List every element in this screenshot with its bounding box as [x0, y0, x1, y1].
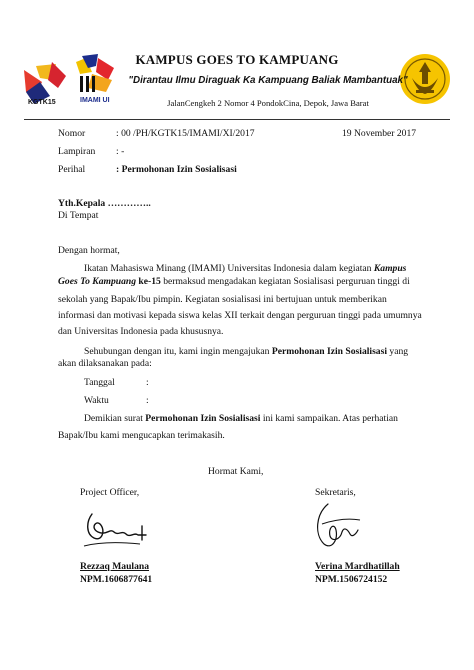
project-officer-signature	[80, 508, 156, 550]
imami-logo-text: IMAMI UI	[80, 97, 110, 104]
paragraph-1-line-2: Goes To Kampuang ke-15 bermaksud mengadakan kegiatan Sosialisasi perguruan tinggi di	[58, 276, 410, 287]
secretary-role: Sekretaris,	[315, 487, 356, 498]
paragraph-1-line-1: Ikatan Mahasiswa Minang (IMAMI) Universitas Indonesia dalam kegiatan Kampus	[84, 263, 407, 274]
letterhead-address: JalanCengkeh 2 Nomor 4 PondokCina, Depok, Jawa Barat	[167, 98, 369, 108]
lampiran-value: : -	[116, 146, 125, 157]
recipient-place: Di Tempat	[58, 210, 99, 221]
perihal-label: Perihal	[58, 164, 86, 175]
letterhead-title: KAMPUS GOES TO KAMPUANG	[135, 52, 339, 67]
letterhead-motto: "Dirantau Ilmu Diraguak Ka Kampuang Baliak Mambantuak"	[128, 75, 408, 86]
tanggal-label: Tanggal	[84, 377, 115, 388]
paragraph-1-line-3: sekolah yang Bapak/Ibu pimpin. Kegiatan sosialisasi ini bertujuan untuk memberikan	[58, 294, 387, 305]
letter-date: 19 November 2017	[342, 128, 417, 139]
nomor-label: Nomor	[58, 128, 86, 139]
waktu-label: Waktu	[84, 395, 109, 406]
secretary-signature	[308, 500, 368, 552]
paragraph-2-line-1: Sehubungan dengan itu, kami ingin mengajukan Permohonan Izin Sosialisasi yang	[84, 346, 409, 357]
nomor-value: : 00 /PH/KGTK15/IMAMI/XI/2017	[116, 128, 255, 139]
paragraph-1-line-5: dan Universitas Indonesia pada khususnya.	[58, 326, 224, 337]
lampiran-label: Lampiran	[58, 146, 96, 157]
secretary-name: Verina Mardhatillah	[315, 561, 400, 572]
secretary-npm: NPM.1506724152	[315, 574, 388, 585]
recipient-line: Yth.Kepala …………..	[58, 198, 151, 209]
project-officer-npm: NPM.1606877641	[80, 574, 153, 585]
closing-greeting: Hormat Kami,	[208, 466, 264, 477]
salutation: Dengan hormat,	[58, 245, 120, 256]
project-officer-name: Rezzaq Maulana	[80, 561, 150, 572]
project-officer-role: Project Officer,	[80, 487, 140, 498]
waktu-separator: :	[146, 395, 149, 406]
paragraph-3-line-2: Bapak/Ibu kami mengucapkan terimakasih.	[58, 430, 225, 441]
paragraph-3-line-1: Demikian surat Permohonan Izin Sosialisasi ini kami sampaikan. Atas perhatian	[84, 413, 398, 424]
kgtk-logo-text: KGTK15	[28, 99, 56, 106]
paragraph-1-line-4: informasi dan motivasi kepada siswa kelas XII terkait dengan perguruan tinggi pada umumnya	[58, 310, 422, 321]
letterhead-divider	[24, 119, 450, 120]
paragraph-2-line-2: akan dilaksanakan pada:	[58, 358, 152, 369]
tanggal-separator: :	[146, 377, 149, 388]
perihal-value: : Permohonan Izin Sosialisasi	[116, 164, 237, 175]
